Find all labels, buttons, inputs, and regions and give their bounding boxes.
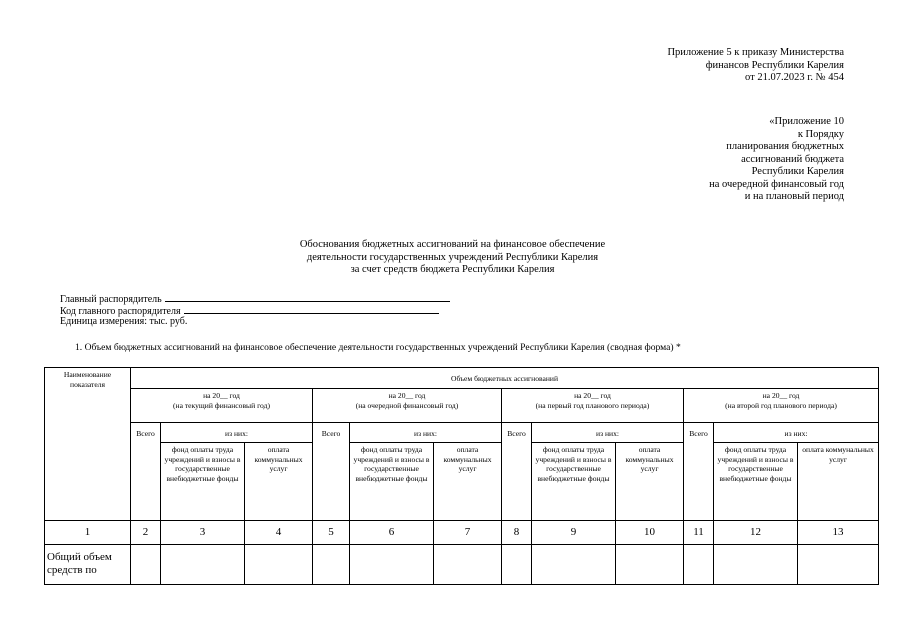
table-cell[interactable] xyxy=(131,545,161,585)
column-number: 1 xyxy=(45,521,131,545)
appendix-sub-line: на очередной финансовый год xyxy=(709,178,844,190)
year-sub: (на второй год планового периода) xyxy=(725,400,837,410)
table-cell[interactable] xyxy=(350,545,434,585)
budget-table xyxy=(44,367,879,585)
subheader-row xyxy=(45,423,879,443)
table-cell[interactable] xyxy=(616,545,684,585)
appendix-header-line: Приложение 5 к приказу Министерства xyxy=(667,47,844,58)
unit-label: Единица измерения: тыс. руб. xyxy=(60,316,188,327)
year-sub: (на текущий финансовый год) xyxy=(173,400,270,410)
year-label: на 20__ год xyxy=(762,391,800,400)
title-line: деятельности государственных учреждений Республики Карелия xyxy=(306,251,599,263)
code-input-line[interactable] xyxy=(184,304,439,314)
column-number: 7 xyxy=(434,521,502,545)
column-number: 13 xyxy=(798,521,879,545)
utilities-header: оплата коммунальных услуг xyxy=(798,443,879,521)
table-cell[interactable] xyxy=(714,545,798,585)
name-header: Наименование показателя xyxy=(45,368,131,521)
column-number: 4 xyxy=(245,521,313,545)
column-number: 6 xyxy=(350,521,434,545)
appendix-sub-line: к Порядку xyxy=(797,128,844,140)
years-row xyxy=(45,389,879,423)
table-cell[interactable] xyxy=(502,545,532,585)
column-number: 10 xyxy=(616,521,684,545)
utilities-header: оплата коммунальных услуг xyxy=(434,443,502,521)
utilities-header: оплата коммунальных услуг xyxy=(616,443,684,521)
year-sub: (на первый год планового периода) xyxy=(535,400,650,410)
table-cell[interactable] xyxy=(313,545,350,585)
appendix-sub-line: «Приложение 10 xyxy=(769,116,844,127)
detail-header-row xyxy=(45,443,879,521)
total-header: Всего xyxy=(502,423,532,521)
of-them-header: из них: xyxy=(350,423,502,443)
utilities-header: оплата коммунальных услуг xyxy=(245,443,313,521)
title-line: за счет средств бюджета Республики Карелия xyxy=(350,264,555,275)
appendix-sub-line: ассигнований бюджета xyxy=(741,153,844,165)
appendix-sub-line: Республики Карелия xyxy=(751,166,844,177)
table-cell[interactable] xyxy=(434,545,502,585)
of-them-header: из них: xyxy=(532,423,684,443)
year-label: на 20__ год xyxy=(574,391,611,400)
total-header: Всего xyxy=(313,423,350,521)
volume-header: Объем бюджетных ассигнований xyxy=(131,368,879,389)
table-cell[interactable] xyxy=(245,545,313,585)
column-number: 9 xyxy=(532,521,616,545)
unit-field xyxy=(60,316,187,329)
total-header: Всего xyxy=(684,423,714,521)
fund-header: фонд оплаты труда учреждений и взносы в государственные внебюджетные фонды xyxy=(532,443,616,521)
table-header-row xyxy=(45,368,879,389)
column-numbers-row xyxy=(45,521,879,545)
appendix-header-line: финансов Республики Карелия xyxy=(705,59,844,71)
fund-header: фонд оплаты труда учреждений и взносы в государственные внебюджетные фонды xyxy=(350,443,434,521)
column-number: 8 xyxy=(502,521,532,545)
column-number: 11 xyxy=(684,521,714,545)
table-cell[interactable] xyxy=(161,545,245,585)
of-them-header: из них: xyxy=(714,423,879,443)
title-line: Обоснования бюджетных ассигнований на финансовое обеспечение xyxy=(299,239,606,250)
manager-input-line[interactable] xyxy=(165,292,450,302)
fund-header: фонд оплаты труда учреждений и взносы в государственные внебюджетные фонды xyxy=(161,443,245,521)
year-label: на 20__ год xyxy=(203,391,240,400)
year-header xyxy=(502,389,684,423)
year-header xyxy=(684,389,879,423)
appendix-sub-line: планирования бюджетных xyxy=(726,141,844,152)
document-title xyxy=(200,239,705,277)
total-header: Всего xyxy=(131,423,161,521)
code-label: Код главного распорядителя xyxy=(60,306,181,317)
section-title: 1. Объем бюджетных ассигнований на финансовое обеспечение деятельности государственных учреждений Республики Карелия (сводная форма) * xyxy=(75,342,681,353)
column-number: 3 xyxy=(161,521,245,545)
appendix-header-line: от 21.07.2023 г. № 454 xyxy=(745,72,844,83)
column-number: 2 xyxy=(131,521,161,545)
table-cell[interactable] xyxy=(684,545,714,585)
year-header xyxy=(131,389,313,423)
year-header xyxy=(313,389,502,423)
table-row xyxy=(45,545,879,585)
column-number: 12 xyxy=(714,521,798,545)
manager-label: Главный распорядитель xyxy=(60,294,162,305)
year-label: на 20__ год xyxy=(388,391,426,400)
appendix-header xyxy=(667,47,844,85)
year-sub: (на очередной финансовый год) xyxy=(355,400,459,410)
row-label: Общий объем средств по xyxy=(45,545,131,585)
column-number: 5 xyxy=(313,521,350,545)
of-them-header: из них: xyxy=(161,423,313,443)
appendix-subheader xyxy=(709,116,844,204)
table-cell[interactable] xyxy=(532,545,616,585)
fund-header: фонд оплаты труда учреждений и взносы в государственные внебюджетные фонды xyxy=(714,443,798,521)
appendix-sub-line: и на плановый период xyxy=(744,191,844,202)
table-cell[interactable] xyxy=(798,545,879,585)
